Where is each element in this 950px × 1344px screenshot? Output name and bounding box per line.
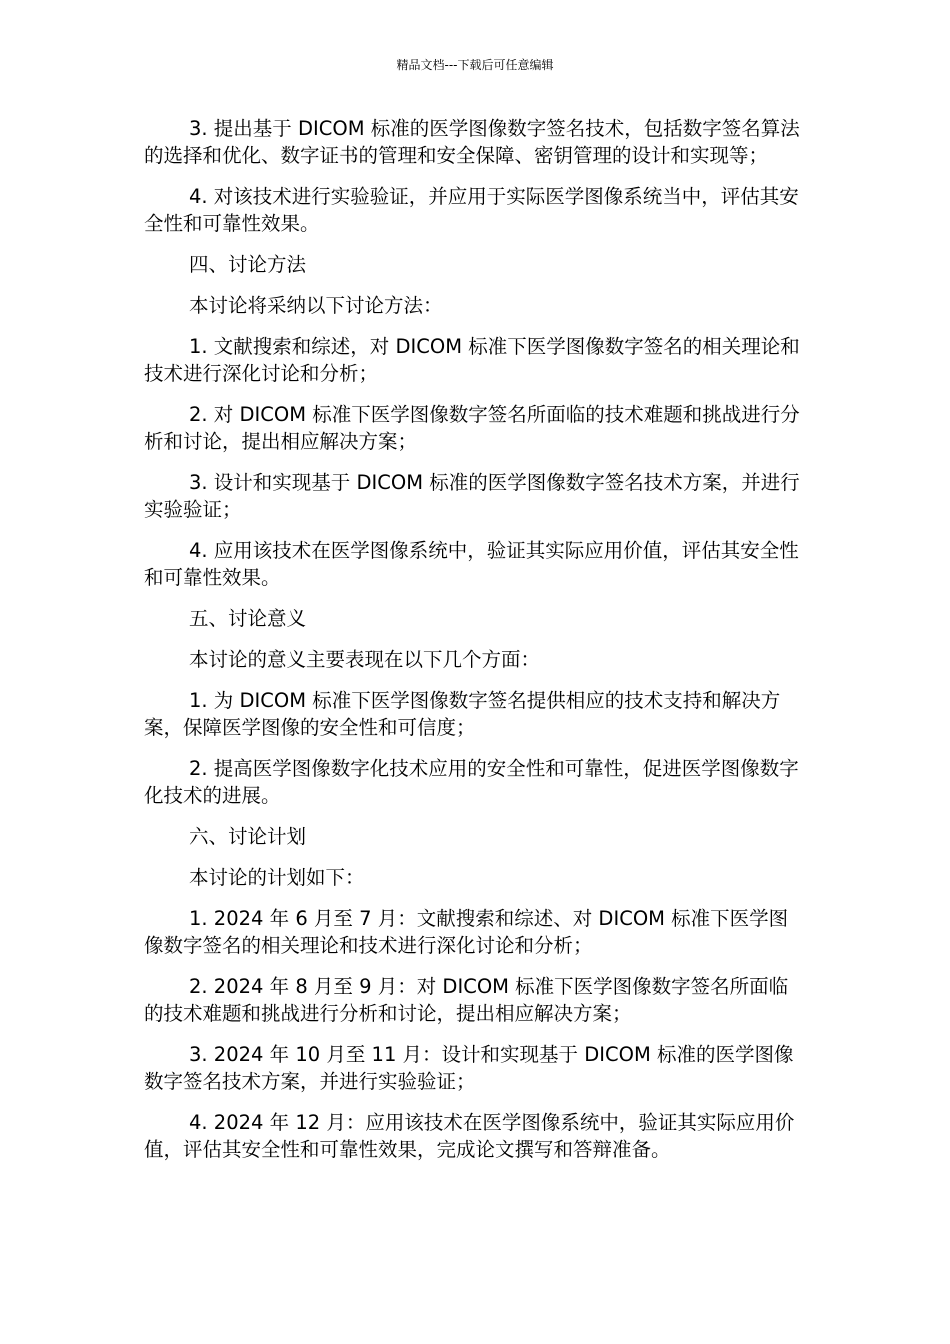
section-heading-methods: 四、讨论方法 [189, 253, 307, 276]
plan-item-2: 2. 2024 年 8 月至 9 月：对 DICOM 标准下医学图像数字签名所面临的技术难题和挑战进行分析和讨论，提出相应解决方案； [144, 975, 789, 1025]
plan-intro: 本讨论的计划如下： [189, 866, 365, 889]
section-heading-plan: 六、讨论计划 [189, 825, 307, 848]
document-body [144, 115, 806, 1177]
methods-intro: 本讨论将采纳以下讨论方法： [189, 294, 443, 317]
section-heading-significance: 五、讨论意义 [189, 607, 307, 630]
plan-item-3: 3. 2024 年 10 月至 11 月：设计和实现基于 DICOM 标准的医学图像数字签名技术方案，并进行实验验证； [144, 1043, 794, 1093]
paragraph-item-4-validation: 4. 对该技术进行实验验证，并应用于实际医学图像系统当中，评估其安全性和可靠性效果。 [144, 185, 799, 235]
plan-item-1: 1. 2024 年 6 月至 7 月：文献搜索和综述、对 DICOM 标准下医学图像数字签名的相关理论和技术进行深化讨论和分析； [144, 907, 789, 957]
methods-item-3: 3. 设计和实现基于 DICOM 标准的医学图像数字签名技术方案，并进行实验验证； [144, 471, 800, 521]
significance-intro: 本讨论的意义主要表现在以下几个方面： [189, 648, 541, 671]
methods-item-2: 2. 对 DICOM 标准下医学图像数字签名所面临的技术难题和挑战进行分析和讨论，提出相应解决方案； [144, 403, 800, 453]
page-header: 精品文档---下载后可任意编辑 [396, 58, 554, 72]
significance-item-2: 2. 提高医学图像数字化技术应用的安全性和可靠性，促进医学图像数字化技术的进展。 [144, 757, 799, 807]
methods-item-4: 4. 应用该技术在医学图像系统中，验证其实际应用价值，评估其安全性和可靠性效果。 [144, 539, 799, 589]
plan-item-4: 4. 2024 年 12 月：应用该技术在医学图像系统中，验证其实际应用价值，评估其安全性和可靠性效果，完成论文撰写和答辩准备。 [144, 1111, 795, 1161]
paragraph-item-3-proposal: 3. 提出基于 DICOM 标准的医学图像数字签名技术，包括数字签名算法的选择和优化、数字证书的管理和安全保障、密钥管理的设计和实现等； [144, 117, 800, 167]
methods-item-1: 1. 文献搜索和综述，对 DICOM 标准下医学图像数字签名的相关理论和技术进行深化讨论和分析； [144, 335, 800, 385]
significance-item-1: 1. 为 DICOM 标准下医学图像数字签名提供相应的技术支持和解决方案，保障医学图像的安全性和可信度； [144, 689, 781, 739]
